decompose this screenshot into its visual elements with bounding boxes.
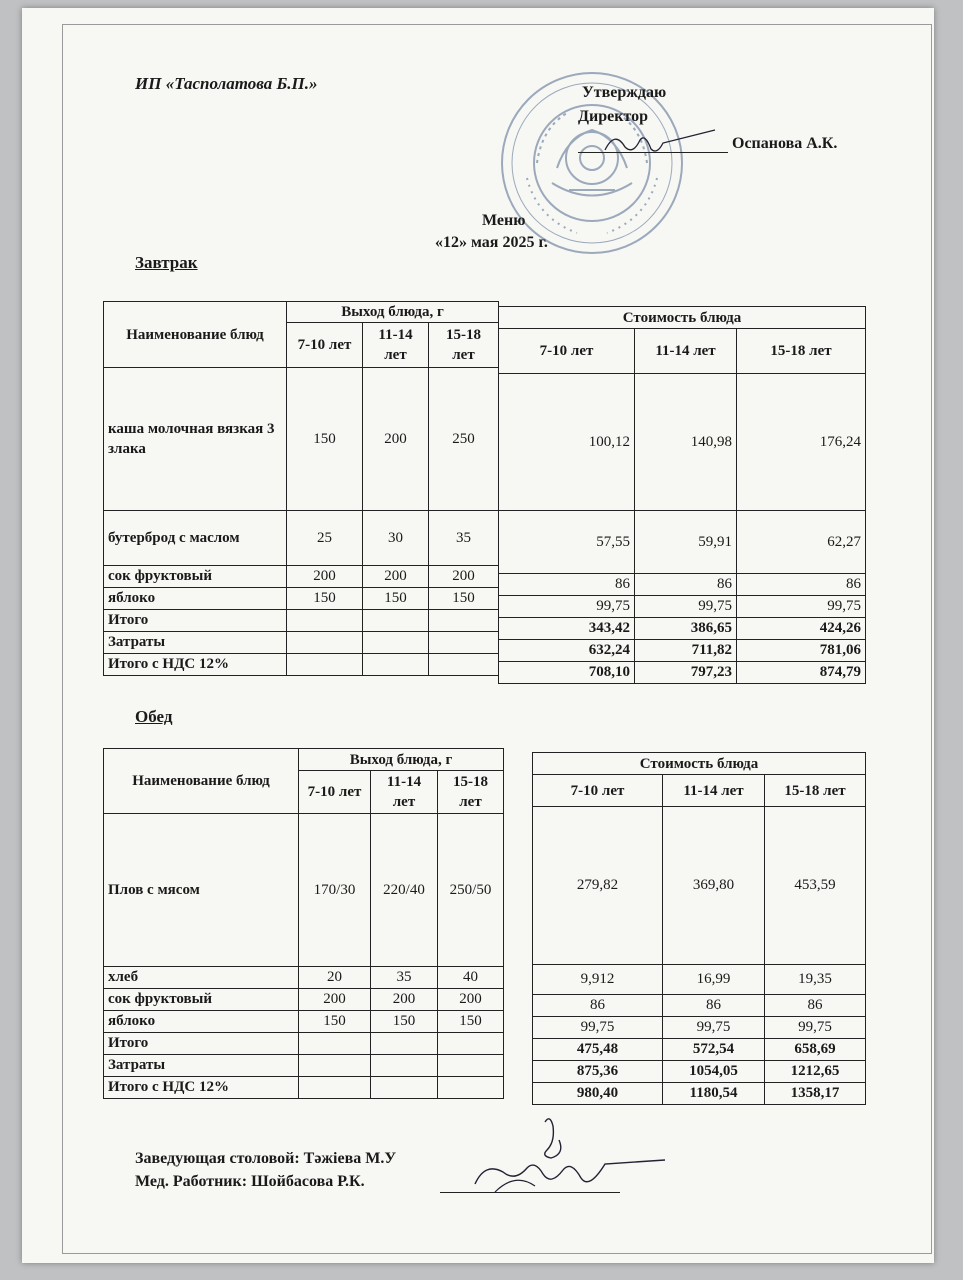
portion-value: 35: [429, 511, 499, 566]
table-row: [533, 1083, 866, 1105]
cost-value: 57,55: [499, 511, 635, 574]
name-header: Наименование блюд: [104, 749, 299, 814]
cost-value: 99,75: [765, 1017, 866, 1039]
table-row: [499, 596, 866, 618]
total-value: 1180,54: [663, 1083, 765, 1105]
portion-value: 170/30: [299, 814, 371, 967]
total-value: 781,06: [737, 640, 866, 662]
portion-value: 250: [429, 368, 499, 511]
table-row: [104, 1011, 504, 1033]
lunch-output-table: [103, 748, 504, 1099]
table-row: [533, 807, 866, 965]
breakfast-cost-table: [498, 306, 866, 684]
portion-value: 200: [299, 989, 371, 1011]
portion-value: 220/40: [371, 814, 438, 967]
table-row: [533, 1039, 866, 1061]
cost-value: 100,12: [499, 374, 635, 511]
table-row: [104, 814, 504, 967]
portion-value: 150: [299, 1011, 371, 1033]
age-header: 11-14 лет: [663, 775, 765, 807]
table-row: [499, 574, 866, 596]
age-header: 7-10 лет: [499, 329, 635, 374]
cost-value: 279,82: [533, 807, 663, 965]
total-value: 1358,17: [765, 1083, 866, 1105]
table-row: [104, 989, 504, 1011]
table-row: [104, 566, 499, 588]
cost-value: 86: [765, 995, 866, 1017]
portion-value: 30: [363, 511, 429, 566]
table-row: [104, 967, 504, 989]
name-header: Наименование блюд: [104, 302, 287, 368]
total-value: 343,42: [499, 618, 635, 640]
total-label: Итого с НДС 12%: [104, 1077, 299, 1099]
dish-name: хлеб: [104, 967, 299, 989]
age-header: 7-10 лет: [533, 775, 663, 807]
age-header: 11-14 лет: [363, 323, 429, 368]
table-row: [499, 618, 866, 640]
portion-value: 150: [363, 588, 429, 610]
age-header: 11-14 лет: [635, 329, 737, 374]
table-row: [533, 1017, 866, 1039]
total-label: Итого с НДС 12%: [104, 654, 287, 676]
portion-value: 200: [363, 368, 429, 511]
cost-value: 19,35: [765, 965, 866, 995]
canteen-head: Заведующая столовой: Тәжіева М.У: [135, 1150, 397, 1167]
output-header: Выход блюда, г: [299, 749, 504, 771]
lunch-cost-table: [532, 752, 866, 1105]
dish-name: яблоко: [104, 588, 287, 610]
cost-value: 140,98: [635, 374, 737, 511]
total-value: 632,24: [499, 640, 635, 662]
portion-value: 250/50: [438, 814, 504, 967]
organization-name: ИП «Тасполатова Б.П.»: [135, 74, 318, 93]
portion-value: 40: [438, 967, 504, 989]
total-value: 797,23: [635, 662, 737, 684]
dish-name: яблоко: [104, 1011, 299, 1033]
table-row: [533, 965, 866, 995]
total-value: 424,26: [737, 618, 866, 640]
director-signature-icon: [585, 125, 735, 160]
total-value: 980,40: [533, 1083, 663, 1105]
dish-name: Плов с мясом: [104, 814, 299, 967]
table-row: [533, 995, 866, 1017]
total-label: Итого: [104, 1033, 299, 1055]
total-value: 874,79: [737, 662, 866, 684]
cost-value: 453,59: [765, 807, 866, 965]
age-header: 15-18 лет: [737, 329, 866, 374]
cost-value: 99,75: [737, 596, 866, 618]
age-header: 15-18 лет: [438, 771, 504, 814]
cost-value: 86: [635, 574, 737, 596]
lunch-section-title: Обед: [135, 707, 173, 726]
approval-position: Директор: [578, 108, 648, 125]
total-value: 658,69: [765, 1039, 866, 1061]
total-value: 711,82: [635, 640, 737, 662]
total-value: 1054,05: [663, 1061, 765, 1083]
cost-value: 99,75: [635, 596, 737, 618]
table-row: [104, 1077, 504, 1099]
table-row: [104, 1055, 504, 1077]
table-row: [104, 368, 499, 511]
cost-value: 59,91: [635, 511, 737, 574]
portion-value: 35: [371, 967, 438, 989]
table-row: [104, 588, 499, 610]
portion-value: 200: [438, 989, 504, 1011]
portion-value: 20: [299, 967, 371, 989]
portion-value: 150: [438, 1011, 504, 1033]
cost-value: 86: [663, 995, 765, 1017]
director-sign-line: [578, 152, 728, 153]
menu-date: «12» мая 2025 г.: [435, 234, 548, 251]
table-row: [104, 610, 499, 632]
total-value: 386,65: [635, 618, 737, 640]
portion-value: 150: [371, 1011, 438, 1033]
age-header: 15-18 лет: [429, 323, 499, 368]
dish-name: сок фруктовый: [104, 566, 287, 588]
cost-value: 99,75: [533, 1017, 663, 1039]
cost-value: 16,99: [663, 965, 765, 995]
footer-signature-icon: [455, 1112, 670, 1202]
dish-name: сок фруктовый: [104, 989, 299, 1011]
portion-value: 25: [287, 511, 363, 566]
menu-title: Меню: [482, 212, 526, 229]
table-row: [104, 654, 499, 676]
cost-value: 86: [499, 574, 635, 596]
portion-value: 150: [287, 588, 363, 610]
total-value: 572,54: [663, 1039, 765, 1061]
breakfast-output-table: [103, 301, 499, 676]
table-row: [104, 511, 499, 566]
portion-value: 200: [429, 566, 499, 588]
portion-value: 200: [287, 566, 363, 588]
cost-header: Стоимость блюда: [499, 307, 866, 329]
table-row: [104, 632, 499, 654]
portion-value: 200: [371, 989, 438, 1011]
cost-value: 86: [533, 995, 663, 1017]
portion-value: 200: [363, 566, 429, 588]
output-header: Выход блюда, г: [287, 302, 499, 323]
table-row: [104, 1033, 504, 1055]
cost-value: 99,75: [663, 1017, 765, 1039]
medical-worker: Мед. Работник: Шойбасова Р.К.: [135, 1173, 365, 1190]
dish-name: бутерброд с маслом: [104, 511, 287, 566]
total-value: 475,48: [533, 1039, 663, 1061]
dish-name: каша молочная вязкая 3 злака: [104, 368, 287, 511]
total-value: 708,10: [499, 662, 635, 684]
director-name: Оспанова А.К.: [732, 135, 838, 152]
total-label: Затраты: [104, 1055, 299, 1077]
breakfast-section-title: Завтрак: [135, 253, 198, 272]
approval-label: Утверждаю: [582, 84, 667, 101]
cost-value: 369,80: [663, 807, 765, 965]
portion-value: 150: [429, 588, 499, 610]
total-label: Затраты: [104, 632, 287, 654]
table-row: [499, 640, 866, 662]
portion-value: 150: [287, 368, 363, 511]
table-row: [533, 1061, 866, 1083]
table-row: [499, 511, 866, 574]
cost-value: 176,24: [737, 374, 866, 511]
table-row: [499, 662, 866, 684]
total-value: 875,36: [533, 1061, 663, 1083]
age-header: 11-14 лет: [371, 771, 438, 814]
table-row: [499, 374, 866, 511]
age-header: 15-18 лет: [765, 775, 866, 807]
total-label: Итого: [104, 610, 287, 632]
age-header: 7-10 лет: [299, 771, 371, 814]
total-value: 1212,65: [765, 1061, 866, 1083]
age-header: 7-10 лет: [287, 323, 363, 368]
cost-value: 99,75: [499, 596, 635, 618]
cost-header: Стоимость блюда: [533, 753, 866, 775]
cost-value: 9,912: [533, 965, 663, 995]
cost-value: 62,27: [737, 511, 866, 574]
cost-value: 86: [737, 574, 866, 596]
